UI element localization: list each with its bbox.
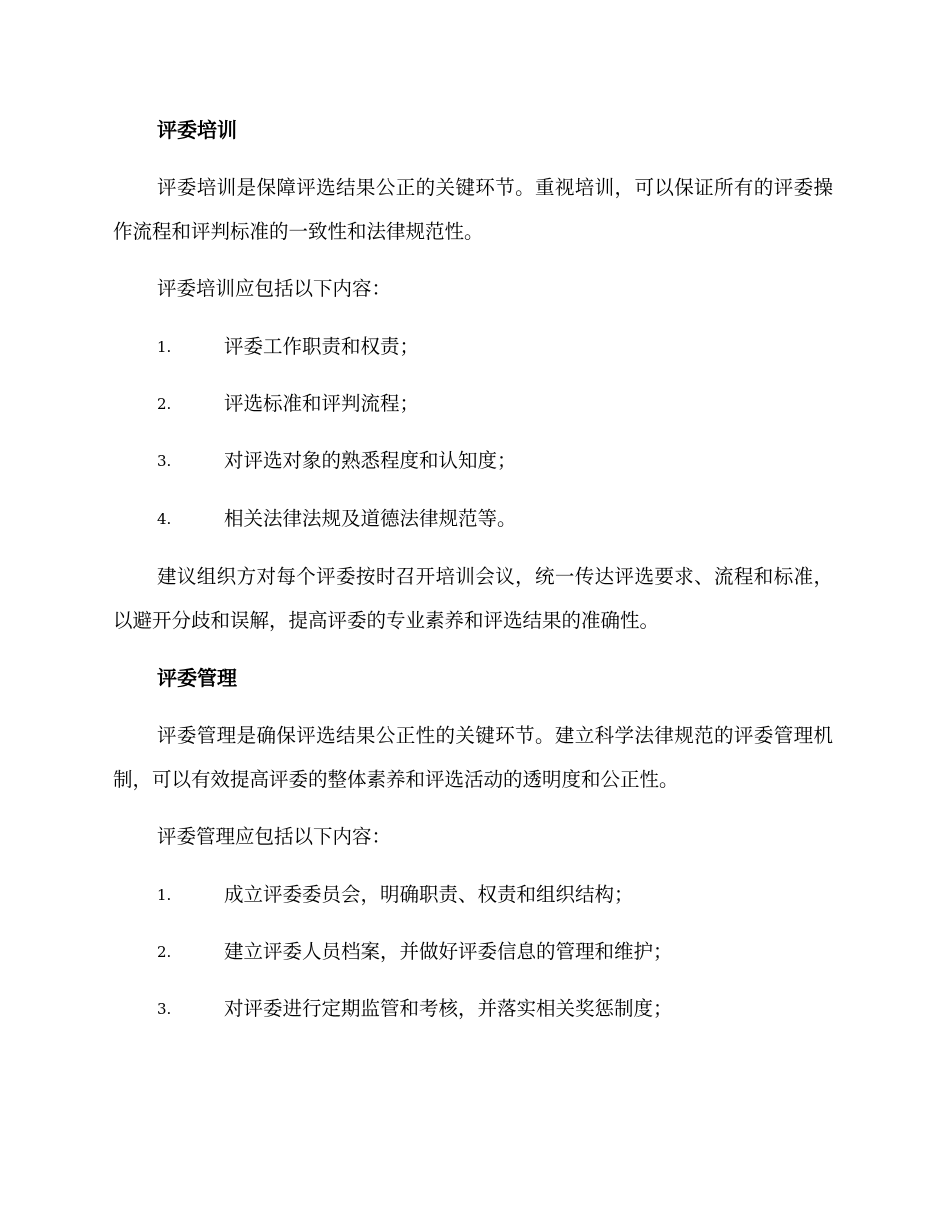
management-list-item	[157, 938, 837, 966]
management-list-item	[157, 881, 837, 909]
list-number: 2.	[157, 943, 172, 961]
list-number: 2.	[157, 395, 172, 413]
list-text: 评委工作职责和权责；	[224, 335, 420, 358]
training-list-item	[157, 505, 837, 533]
training-list-item	[157, 390, 837, 418]
list-text: 对评选对象的熟悉程度和认知度；	[224, 449, 517, 472]
list-number: 1.	[157, 886, 172, 904]
list-number: 3.	[157, 1000, 172, 1018]
list-number: 4.	[157, 510, 172, 528]
training-intro-paragraph: 评委培训是保障评选结果公正的关键环节。重视培训，可以保证所有的评委操作流程和评判标准的一致性和法律规范性。	[113, 176, 833, 243]
list-text: 成立评委委员会，明确职责、权责和组织结构；	[224, 883, 634, 906]
list-text: 建立评委人员档案，并做好评委信息的管理和维护；	[224, 940, 673, 963]
training-lead-text: 评委培训应包括以下内容：	[157, 277, 392, 300]
list-text: 相关法律法规及道德法律规范等。	[224, 507, 517, 530]
list-number: 1.	[157, 338, 172, 356]
list-text: 对评委进行定期监管和考核，并落实相关奖惩制度；	[224, 997, 673, 1020]
management-intro-paragraph: 评委管理是确保评选结果公正性的关键环节。建立科学法律规范的评委管理机制，可以有效提高评委的整体素养和评选活动的透明度和公正性。	[113, 724, 833, 791]
list-number: 3.	[157, 452, 172, 470]
section-heading-management: 评委管理	[157, 666, 237, 690]
list-text: 评选标准和评判流程；	[224, 392, 420, 415]
training-list-item	[157, 333, 837, 361]
training-list-item	[157, 447, 837, 475]
management-lead-text: 评委管理应包括以下内容：	[157, 825, 392, 848]
section-heading-training: 评委培训	[157, 118, 237, 142]
training-advice-paragraph: 建议组织方对每个评委按时召开培训会议，统一传达评选要求、流程和标准，以避开分歧和误解，提高评委的专业素养和评选结果的准确性。	[113, 565, 833, 632]
management-list-item	[157, 995, 837, 1023]
